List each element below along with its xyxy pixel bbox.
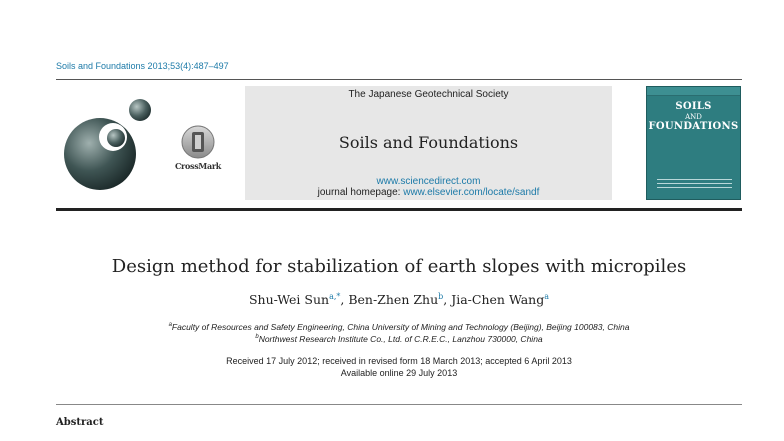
affiliation-mark: b bbox=[255, 334, 259, 341]
society-name: The Japanese Geotechnical Society bbox=[348, 89, 509, 100]
abstract-divider bbox=[56, 404, 742, 405]
homepage-link[interactable]: www.elsevier.com/locate/sandf bbox=[403, 187, 540, 198]
author-separator: , bbox=[443, 292, 452, 308]
cover-decoration bbox=[657, 179, 732, 193]
author-affiliation-mark[interactable]: b bbox=[438, 292, 444, 301]
top-divider bbox=[56, 79, 742, 80]
affiliation-text: Northwest Research Institute Co., Ltd. of C.R.E.C., Lanzhou 730000, China bbox=[258, 334, 543, 344]
paper-title: Design method for stabilization of earth slopes with micropiles bbox=[111, 256, 687, 277]
journal-homepage bbox=[245, 187, 612, 198]
online-date: Available online 29 July 2013 bbox=[340, 368, 458, 378]
header-divider bbox=[56, 208, 742, 211]
cover-title-line2: AND bbox=[685, 113, 702, 121]
author-affiliation-mark[interactable]: a,* bbox=[329, 292, 341, 301]
author-affiliation-mark[interactable]: a bbox=[544, 292, 549, 301]
journal-name: Soils and Foundations bbox=[338, 133, 519, 152]
received-dates: Received 17 July 2012; received in revised form 18 March 2013; accepted 6 April 2013 bbox=[226, 356, 572, 366]
author-list bbox=[56, 292, 742, 307]
elsevier-logo-icon bbox=[60, 96, 160, 196]
affiliation-b bbox=[56, 334, 742, 344]
cover-title-line1: SOILS bbox=[675, 101, 712, 112]
cover-title-line3: FOUNDATIONS bbox=[648, 121, 739, 132]
author-name[interactable]: Shu-Wei Sun bbox=[248, 292, 330, 308]
affiliation-text: Faculty of Resources and Safety Engineering, China University of Mining and Technology (Beijing), Beijing 100083, China bbox=[171, 322, 630, 332]
affiliation-mark: a bbox=[168, 322, 172, 329]
cover-band bbox=[647, 87, 740, 96]
homepage-label: journal homepage: bbox=[317, 187, 401, 198]
crossmark-label: CrossMark bbox=[174, 161, 222, 171]
author-separator: , bbox=[340, 292, 349, 308]
abstract-heading: Abstract bbox=[56, 417, 104, 428]
affiliation-a bbox=[56, 322, 742, 332]
journal-cover[interactable] bbox=[646, 86, 741, 200]
journal-citation[interactable]: Soils and Foundations 2013;53(4):487–497 bbox=[56, 61, 229, 71]
author-name[interactable]: Ben-Zhen Zhu bbox=[348, 292, 439, 308]
sciencedirect-link[interactable]: www.sciencedirect.com bbox=[376, 176, 481, 187]
author-name[interactable]: Jia-Chen Wang bbox=[451, 292, 545, 308]
